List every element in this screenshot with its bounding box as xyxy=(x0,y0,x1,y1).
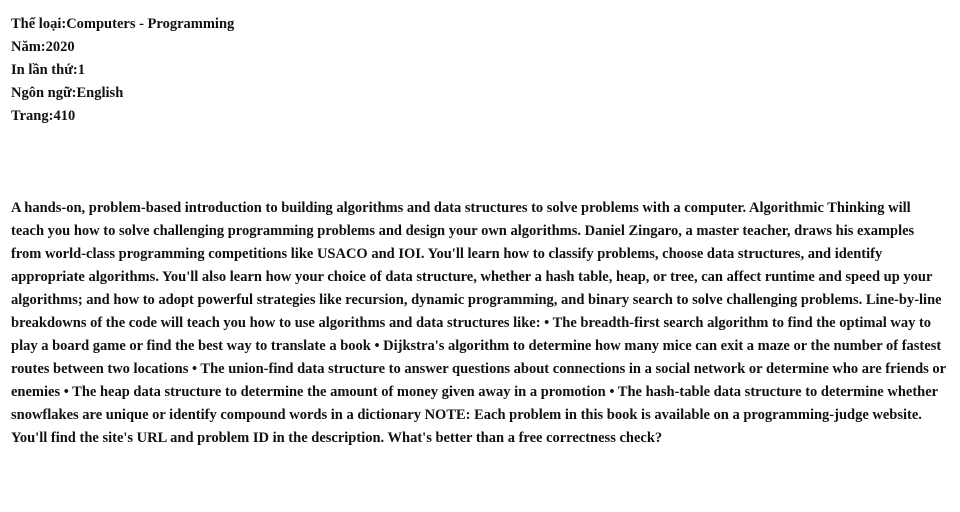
edition-value: 1 xyxy=(77,62,85,78)
edition-row xyxy=(11,59,950,82)
book-metadata-list xyxy=(11,13,950,128)
edition-label: In lần thứ: xyxy=(11,62,78,78)
category-label: Thể loại: xyxy=(11,16,67,32)
category-row xyxy=(11,13,950,36)
language-label: Ngôn ngữ: xyxy=(11,85,77,101)
language-value: English xyxy=(76,85,124,101)
page-count-label: Trang: xyxy=(11,108,54,124)
year-row xyxy=(11,36,950,59)
language-row xyxy=(11,82,950,105)
category-value: Computers - Programming xyxy=(66,16,235,32)
page-count-row xyxy=(11,105,950,128)
year-value: 2020 xyxy=(45,39,75,55)
page-count-value: 410 xyxy=(53,108,76,124)
year-label: Năm: xyxy=(11,39,46,55)
book-description: A hands-on, problem-based introduction to building algorithms and data structures to solve problems with a computer. Algorithmic Thinking will teach you how to solve challenging programming problems and design your own algorithms. Daniel Zingaro, a master teacher, draws his examples from world-class programming competitions like USACO and IOI. You'll learn how to classify problems, choose data structures, and identify appropriate algorithms. You'll also learn how your choice of data structure, whether a hash table, heap, or tree, can affect runtime and speed up your algorithms; and how to adopt powerful strategies like recursion, dynamic programming, and binary search to solve challenging problems. Line-by-line breakdowns of the code will teach you how to use algorithms and data structures like: • The breadth-first search algorithm to find the optimal way to play a board game or find the best way to translate a book • Dijkstra's algorithm to determine how many mice can exit a maze or the number of fastest routes between two locations • The union-find data structure to answer questions about connections in a social network or determine who are friends or enemies • The heap data structure to determine the amount of money given away in a promotion • The hash-table data structure to determine whether snowflakes are unique or identify compound words in a dictionary NOTE: Each problem in this book is available on a programming-judge website. You'll find the site's URL and problem ID in the description. What's better than a free correctness check? xyxy=(11,200,946,446)
